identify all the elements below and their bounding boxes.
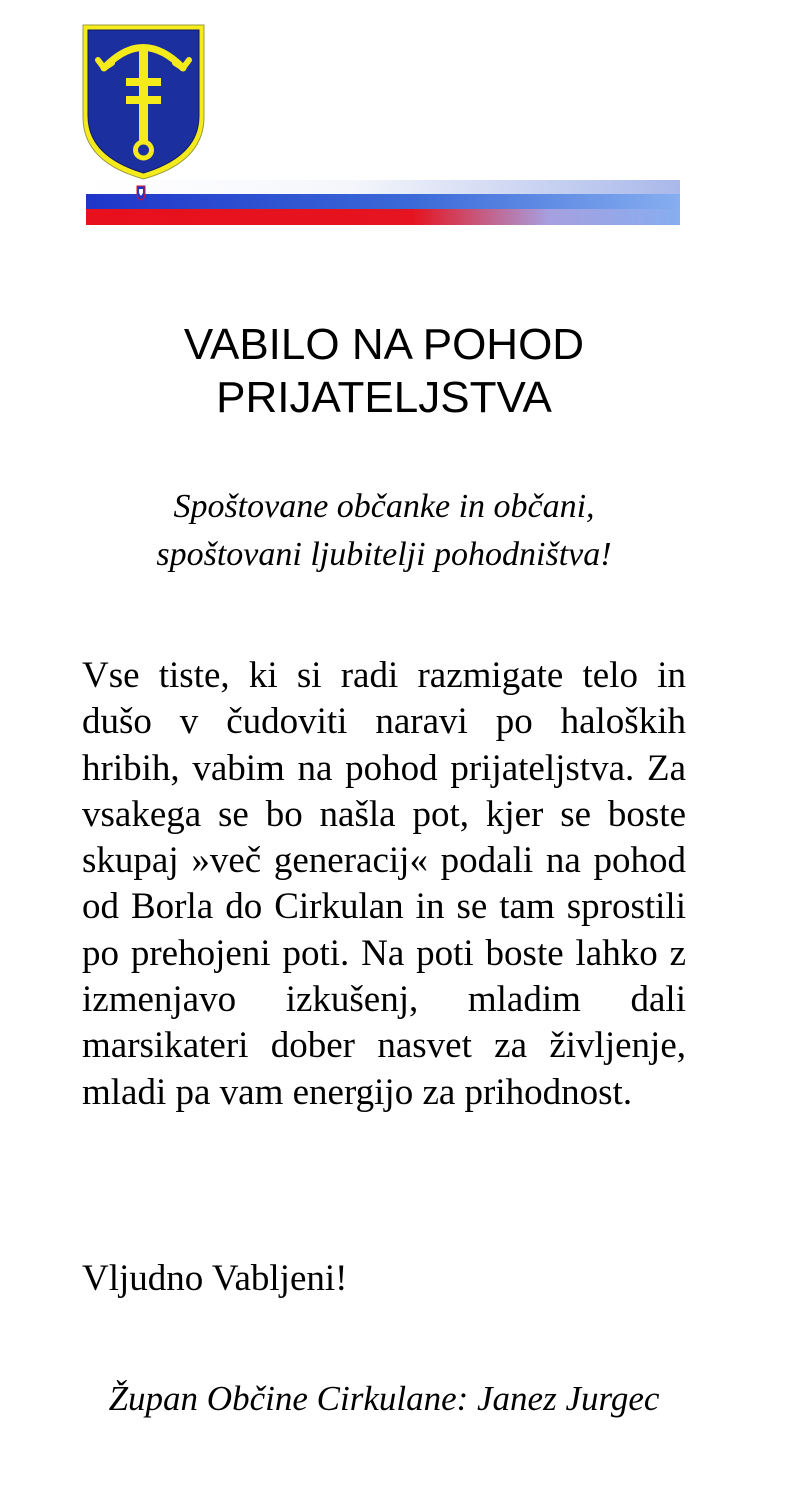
greeting-line-2: spoštovani ljubitelji pohodništva! xyxy=(156,536,612,573)
greeting xyxy=(60,483,708,579)
greeting-line-1: Spoštovane občanke in občani, xyxy=(173,488,595,525)
closing: Vljudno Vabljeni! xyxy=(82,1258,348,1299)
signature: Župan Občine Cirkulane: Janez Jurgec xyxy=(108,1379,660,1418)
slovenian-flag-stripe-icon xyxy=(86,180,680,225)
invitation-body: Vse tiste, ki si radi razmigate telo in dušo v čudoviti naravi po haloških hribih, vabim na pohod prijateljstva. Za vsakega se bo našla pot, kjer se boste skupaj »več generacij« podali na pohod od Borla do Cirkulan in se tam sprostili po prehojeni poti. Na poti boste lahko z izmenjavo izkušenj, mladim dali marsikateri dober nasvet za življenje, mladi pa vam energijo za prihodnost. xyxy=(82,655,686,1113)
anchor-cross-shield-icon xyxy=(80,22,208,182)
page-title: VABILO NA POHOD PRIJATELJSTVA xyxy=(183,320,585,422)
